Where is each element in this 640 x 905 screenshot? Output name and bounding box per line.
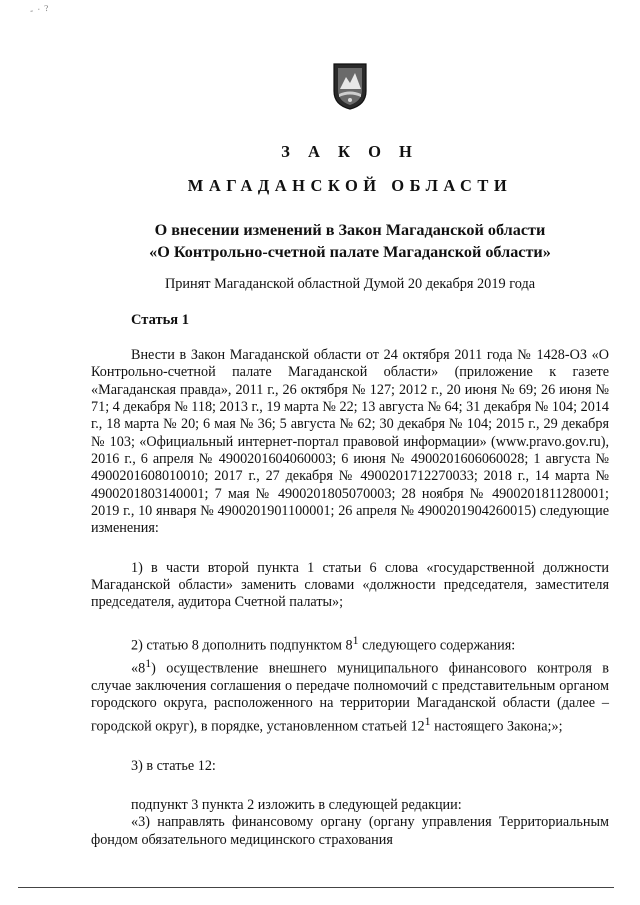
- law-subtitle-line-1: О внесении изменений в Закон Магаданской области: [154, 221, 546, 239]
- amendment-item-3-subpoint: подпункт 3 пункта 2 изложить в следующей редакции:: [131, 797, 462, 814]
- article-intro-paragraph: Внести в Закон Магаданской области от 24 октября 2011 года № 1428-ОЗ «О Контрольно-счетной палате Магаданской области» (приложение к газете «Магаданская правда», 2011 г., 26 октября № 127; 2012 г., 20 июня № 69; 26 июня № 71; 4 декабря № 118; 2013 г., 19 марта № 22; 13 августа № 64; 31 декабря № 104; 2014 г., 18 марта № 20; 6 мая № 36; 5 августа № 62; 30 декабря № 104; 2015 г., 29 декабря № 103; «Официальный интернет-портал правовой информации» (www.pravo.gov.ru), 2016 г., 6 апреля № 4900201604060003; 6 июня № 4900201606060028; 1 августа № 4900201608010010; 2017 г., 27 декабря № 4900201712270033; 2018 г., 14 марта № 4900201803140001; 7 мая № 4900201805070003; 28 ноября № 4900201811280001; 2019 г., 10 января № 4900201901100001; 26 апреля № 4900201904260015) следующие изменения:: [91, 347, 609, 537]
- quote-superscript-2: 1: [424, 713, 431, 728]
- quote-open: «8: [131, 660, 146, 677]
- amendment-item-2: [91, 632, 609, 655]
- quote-text: ) осуществление внешнего муниципального финансового контроля в случае заключения соглашения о передаче полномочий с представительным органом городского округа, расположенного на территории Магаданской области (далее – городской округ), в порядке, установленном статьей 12: [91, 660, 609, 735]
- coat-of-arms-emblem: [331, 61, 369, 111]
- article-heading: Статья 1: [131, 312, 189, 328]
- amendment-item-1: 1) в части второй пункта 1 статьи 6 слова «государственной должности Магаданской области» заменить словами «должности председателя, заместителя председателя, аудитора Счетной палаты»;: [91, 559, 609, 611]
- quote-superscript: 1: [145, 655, 152, 670]
- region-title: МАГАДАНСКОЙ ОБЛАСТИ: [187, 176, 513, 195]
- item2-text-before: 2) статью 8 дополнить подпунктом 8: [131, 637, 353, 654]
- amendment-item-3-quote: «3) направлять финансовому органу (органу управления Территориальным фондом обязательного медицинского страхования: [91, 814, 609, 848]
- quote-end: настоящего Закона;»;: [430, 718, 563, 735]
- amendment-item-2-quote: [91, 655, 609, 736]
- item2-superscript: 1: [352, 632, 359, 647]
- article-body: [91, 347, 609, 849]
- scan-mark: - · ?: [29, 2, 51, 16]
- item2-text-after: следующего содержания:: [358, 637, 516, 654]
- page-bottom-rule: [18, 887, 614, 888]
- amendment-item-3: 3) в статье 12:: [131, 757, 216, 774]
- document-type-title: З А К О Н: [281, 142, 419, 161]
- adoption-note: Принят Магаданской областной Думой 20 декабря 2019 года: [164, 276, 536, 292]
- law-subtitle-line-2: «О Контрольно-счетной палате Магаданской области»: [149, 243, 551, 261]
